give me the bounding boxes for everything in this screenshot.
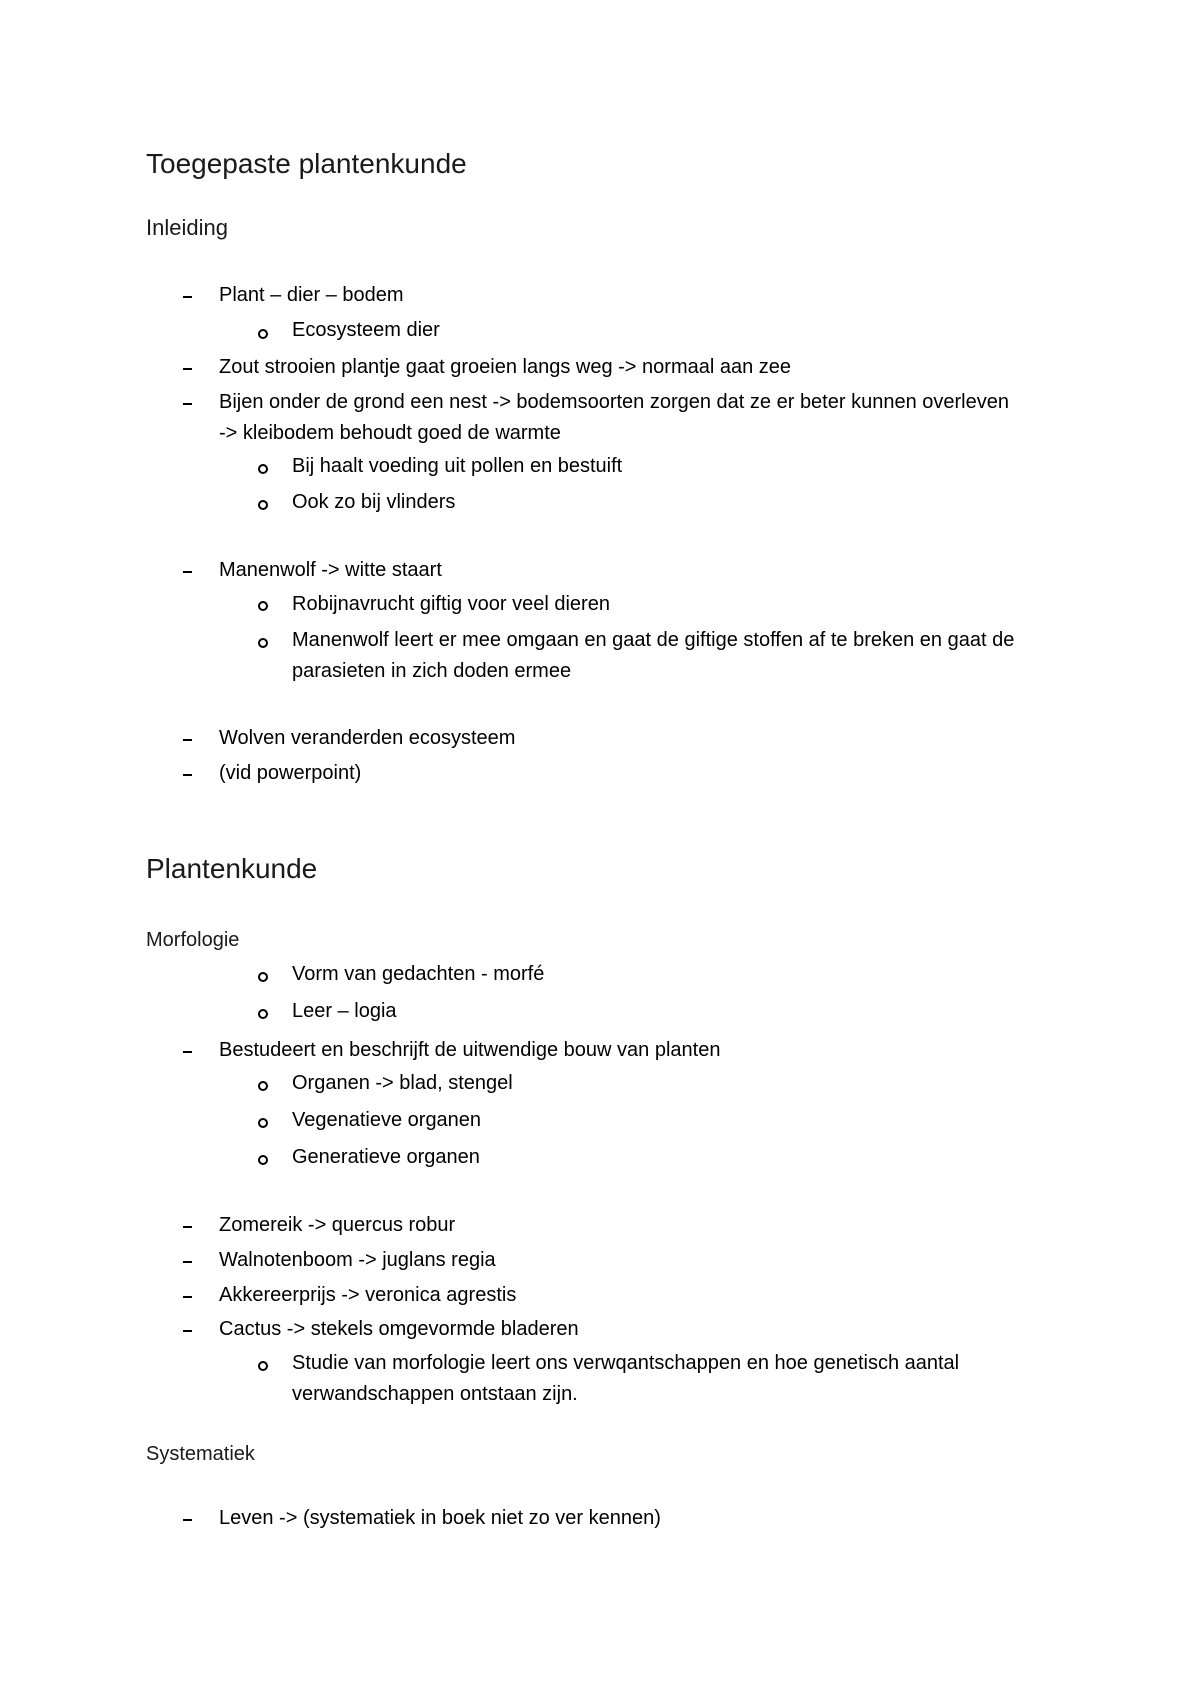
circle-bullet [258, 601, 268, 611]
subsection-heading-systematiek: Systematiek [146, 1443, 255, 1465]
list-item: Bij haalt voeding uit pollen en bestuift [292, 455, 623, 477]
circle-bullet [258, 329, 268, 339]
dash-bullet [183, 774, 192, 776]
list-item: Vegenatieve organen [292, 1109, 482, 1131]
circle-bullet [258, 1361, 268, 1371]
circle-bullet [258, 1009, 268, 1019]
circle-bullet [258, 1081, 268, 1091]
list-item: Generatieve organen [292, 1146, 480, 1168]
list-item: Ook zo bij vlinders [292, 491, 456, 513]
section-heading-inleiding: Inleiding [146, 215, 228, 240]
dash-bullet [183, 296, 192, 298]
list-item: Zout strooien plantje gaat groeien langs weg -> normaal aan zee [219, 356, 792, 378]
circle-bullet [258, 972, 268, 982]
list-item: Studie van morfologie leert ons verwqantschappen en hoe genetisch aantal verwandschappen ontstaan zijn. [292, 1352, 960, 1405]
circle-bullet [258, 1155, 268, 1165]
list-item: Leer – logia [292, 1000, 397, 1022]
list-item: Zomereik -> quercus robur [219, 1214, 456, 1236]
list-item: Vorm van gedachten - morfé [292, 963, 545, 985]
list-item: Walnotenboom -> juglans regia [219, 1249, 496, 1271]
dash-bullet [183, 1226, 192, 1228]
list-item: Ecosysteem dier [292, 319, 440, 341]
dash-bullet [183, 1051, 192, 1053]
section-heading-plantenkunde: Plantenkunde [146, 853, 318, 884]
list-item: Cactus -> stekels omgevormde bladeren [219, 1318, 579, 1340]
dash-bullet [183, 368, 192, 370]
dash-bullet [183, 1296, 192, 1298]
dash-bullet [183, 1261, 192, 1263]
list-item: Robijnavrucht giftig voor veel dieren [292, 593, 610, 615]
circle-bullet [258, 638, 268, 648]
list-item: Leven -> (systematiek in boek niet zo ver kennen) [219, 1507, 661, 1529]
dash-bullet [183, 739, 192, 741]
list-item: Manenwolf leert er mee omgaan en gaat de giftige stoffen af te breken en gaat de parasieten in zich doden ermee [292, 629, 1015, 682]
list-item: Plant – dier – bodem [219, 284, 404, 306]
circle-bullet [258, 464, 268, 474]
subsection-heading-morfologie: Morfologie [146, 929, 240, 951]
dash-bullet [183, 1330, 192, 1332]
dash-bullet [183, 403, 192, 405]
document-title: Toegepaste plantenkunde [146, 148, 467, 179]
circle-bullet [258, 500, 268, 510]
circle-bullet [258, 1118, 268, 1128]
dash-bullet [183, 571, 192, 573]
list-item: (vid powerpoint) [219, 762, 362, 784]
dash-bullet [183, 1519, 192, 1521]
list-item: Organen -> blad, stengel [292, 1072, 513, 1094]
list-item: Bestudeert en beschrijft de uitwendige bouw van planten [219, 1039, 721, 1061]
list-item: Manenwolf -> witte staart [219, 559, 442, 581]
list-item: Wolven veranderden ecosysteem [219, 727, 516, 749]
list-item: Bijen onder de grond een nest -> bodemsoorten zorgen dat ze er beter kunnen overleven -> kleibodem behoudt goed de warmte [219, 391, 1009, 444]
list-item: Akkereerprijs -> veronica agrestis [219, 1284, 517, 1306]
